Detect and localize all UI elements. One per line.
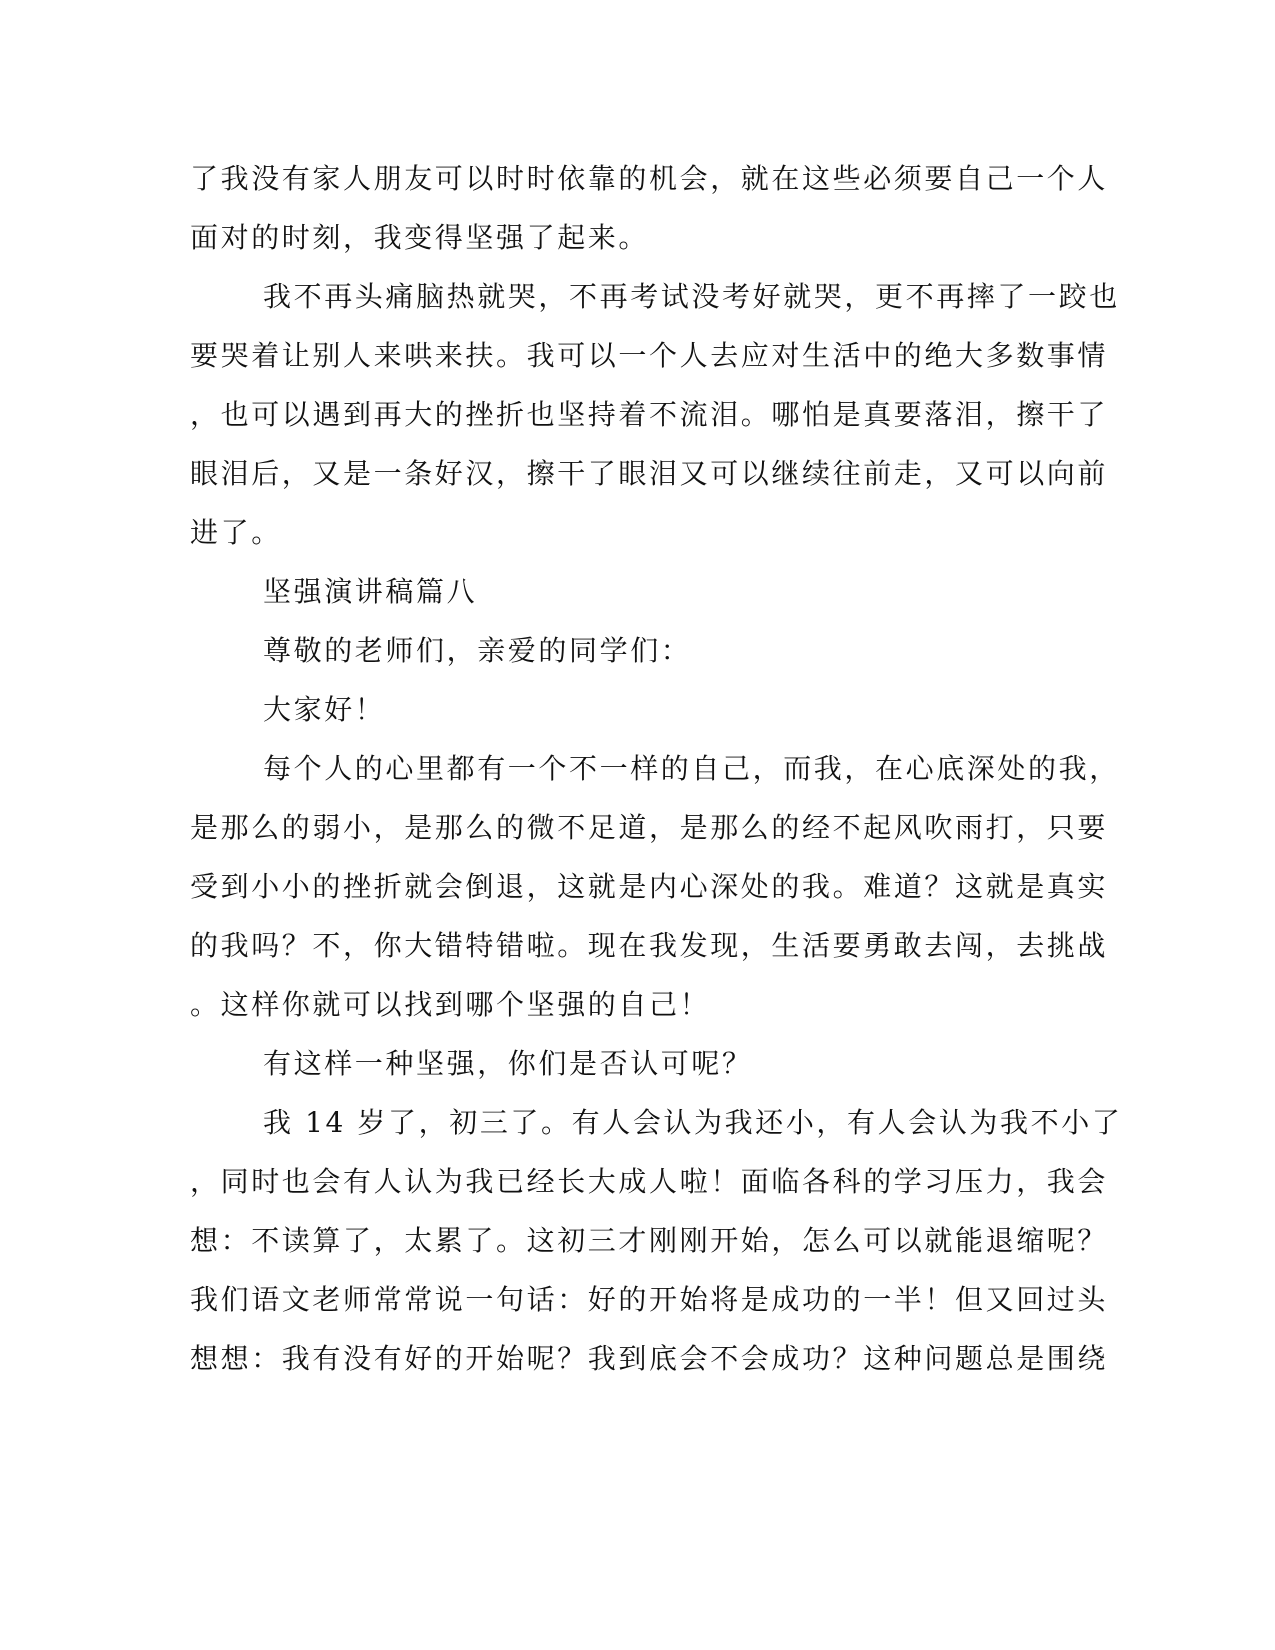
text-line: 想想：我有没有好的开始呢？我到底会不会成功？这种问题总是围绕 bbox=[190, 1342, 1109, 1375]
text-line: ，也可以遇到再大的挫折也坚持着不流泪。哪怕是真要落泪，擦干了 bbox=[190, 398, 1109, 431]
text-line: ，同时也会有人认为我已经长大成人啦！面临各科的学习压力，我会 bbox=[190, 1165, 1109, 1198]
text-line: 是那么的弱小，是那么的微不足道，是那么的经不起风吹雨打，只要 bbox=[190, 811, 1109, 844]
text-line: 进了。 bbox=[190, 516, 282, 549]
salutation: 尊敬的老师们，亲爱的同学们： bbox=[263, 634, 692, 667]
text-line: 想：不读算了，太累了。这初三才刚刚开始，怎么可以就能退缩呢？ bbox=[190, 1224, 1109, 1257]
greeting: 大家好！ bbox=[263, 693, 386, 726]
text-line: 眼泪后，又是一条好汉，擦干了眼泪又可以继续往前走，又可以向前 bbox=[190, 457, 1109, 490]
text-line: 有这样一种坚强，你们是否认可呢？ bbox=[263, 1047, 753, 1080]
text-line: 我们语文老师常常说一句话：好的开始将是成功的一半！但又回过头 bbox=[190, 1283, 1109, 1316]
text-line: 面对的时刻，我变得坚强了起来。 bbox=[190, 221, 650, 254]
text-line: 的我吗？不，你大错特错啦。现在我发现，生活要勇敢去闯，去挑战 bbox=[190, 929, 1109, 962]
text-line: 我 14 岁了，初三了。有人会认为我还小，有人会认为我不小了 bbox=[263, 1106, 1123, 1139]
text-line: 要哭着让别人来哄来扶。我可以一个人去应对生活中的绝大多数事情 bbox=[190, 339, 1109, 372]
section-heading: 坚强演讲稿篇八 bbox=[263, 575, 478, 608]
text-line: 每个人的心里都有一个不一样的自己，而我，在心底深处的我， bbox=[263, 752, 1120, 785]
text-line: 受到小小的挫折就会倒退，这就是内心深处的我。难道？这就是真实 bbox=[190, 870, 1109, 903]
text-line: 我不再头痛脑热就哭，不再考试没考好就哭，更不再摔了一跤也 bbox=[263, 280, 1120, 313]
text-line: 。这样你就可以找到哪个坚强的自己！ bbox=[190, 988, 711, 1021]
text-line: 了我没有家人朋友可以时时依靠的机会，就在这些必须要自己一个人 bbox=[190, 162, 1109, 195]
